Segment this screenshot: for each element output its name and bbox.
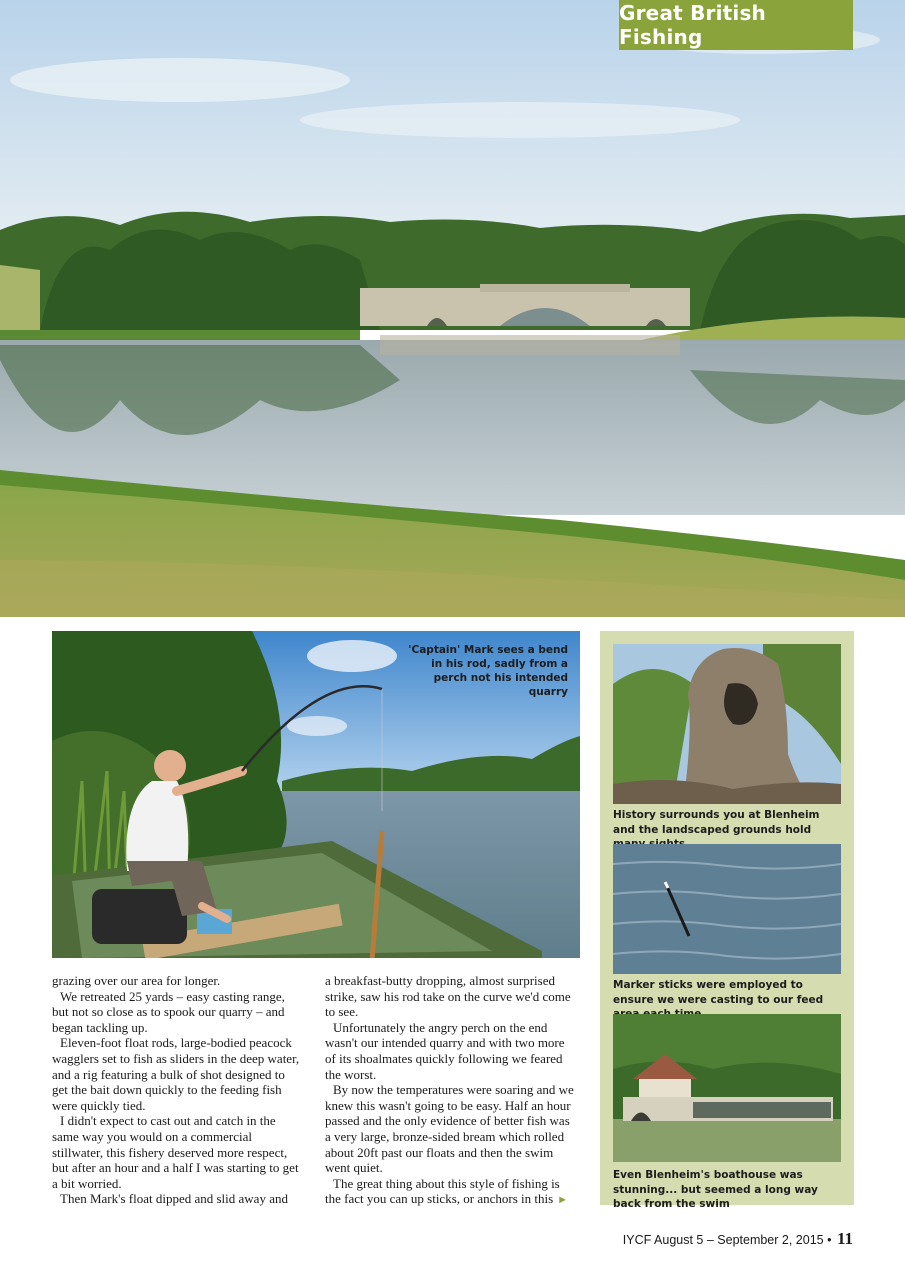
page-footer — [623, 1229, 853, 1249]
paragraph-last — [325, 1176, 577, 1209]
paragraph: I didn't expect to cast out and catch in the same way you would on a commercial stillwater, this fishery deserved more respect, but after an hour and a half I was starting to get a bit worried. — [52, 1113, 299, 1191]
paragraph: Eleven-foot float rods, large-bodied peacock wagglers set to fish as sliders in the deep water, and a rig featuring a bulk of shot designed to get the bait down quickly to the feeding fish were quickly tied. — [52, 1035, 300, 1113]
sidebar-caption-3: Even Blenheim's boathouse was stunning... but seemed a long way back from the swim — [613, 1169, 818, 1210]
paragraph-text: The great thing about this style of fishing is the fact you can up sticks, or anchors in this — [325, 1175, 560, 1207]
hero-photo — [0, 0, 905, 617]
paragraph: By now the temperatures were soaring and we knew this wasn't going to be easy. Half an hour passed and the only evidence of better fish was a very large, bronze-sided bream which rolled about 20ft past our floats and then the swim went quiet. — [325, 1082, 574, 1176]
paragraph: Then Mark's float dipped and slid away and — [60, 1191, 288, 1207]
page-number: 11 — [836, 1229, 853, 1248]
paragraph: grazing over our area for longer. — [52, 973, 221, 988]
issue-info: IYCF August 5 – September 2, 2015 • — [622, 1233, 832, 1247]
tree-photo — [613, 644, 841, 804]
article-column-1 — [52, 973, 302, 1207]
angler-photo — [52, 631, 580, 958]
photo-sidebar — [600, 631, 854, 1210]
continue-arrow-icon: ► — [557, 1194, 569, 1207]
paragraph: We retreated 25 yards – easy casting range, but not so close as to spook our quarry – and began tackling up. — [52, 988, 285, 1035]
section-tag: Great British Fishing — [619, 0, 853, 50]
paragraph: a breakfast-butty dropping, almost surprised strike, saw his rod take on the curve we'd come to see. — [325, 973, 571, 1020]
marker-stick-photo — [613, 844, 841, 974]
main-photo-caption: 'Captain' Mark sees a bend in his rod, sadly from a perch not his intended quarry — [408, 644, 568, 698]
paragraph: Unfortunately the angry perch on the end wasn't our intended quarry and with two more of its shoalmates quickly following we feared the worst. — [325, 1019, 565, 1082]
article-column-2 — [325, 973, 577, 1209]
boathouse-photo — [613, 1014, 841, 1162]
sidebar-caption-1: History surrounds you at Blenheim and the landscaped grounds hold — [613, 809, 820, 836]
sidebar-caption-2: Marker sticks were employed to ensure we were casting to our feed — [613, 979, 824, 1006]
